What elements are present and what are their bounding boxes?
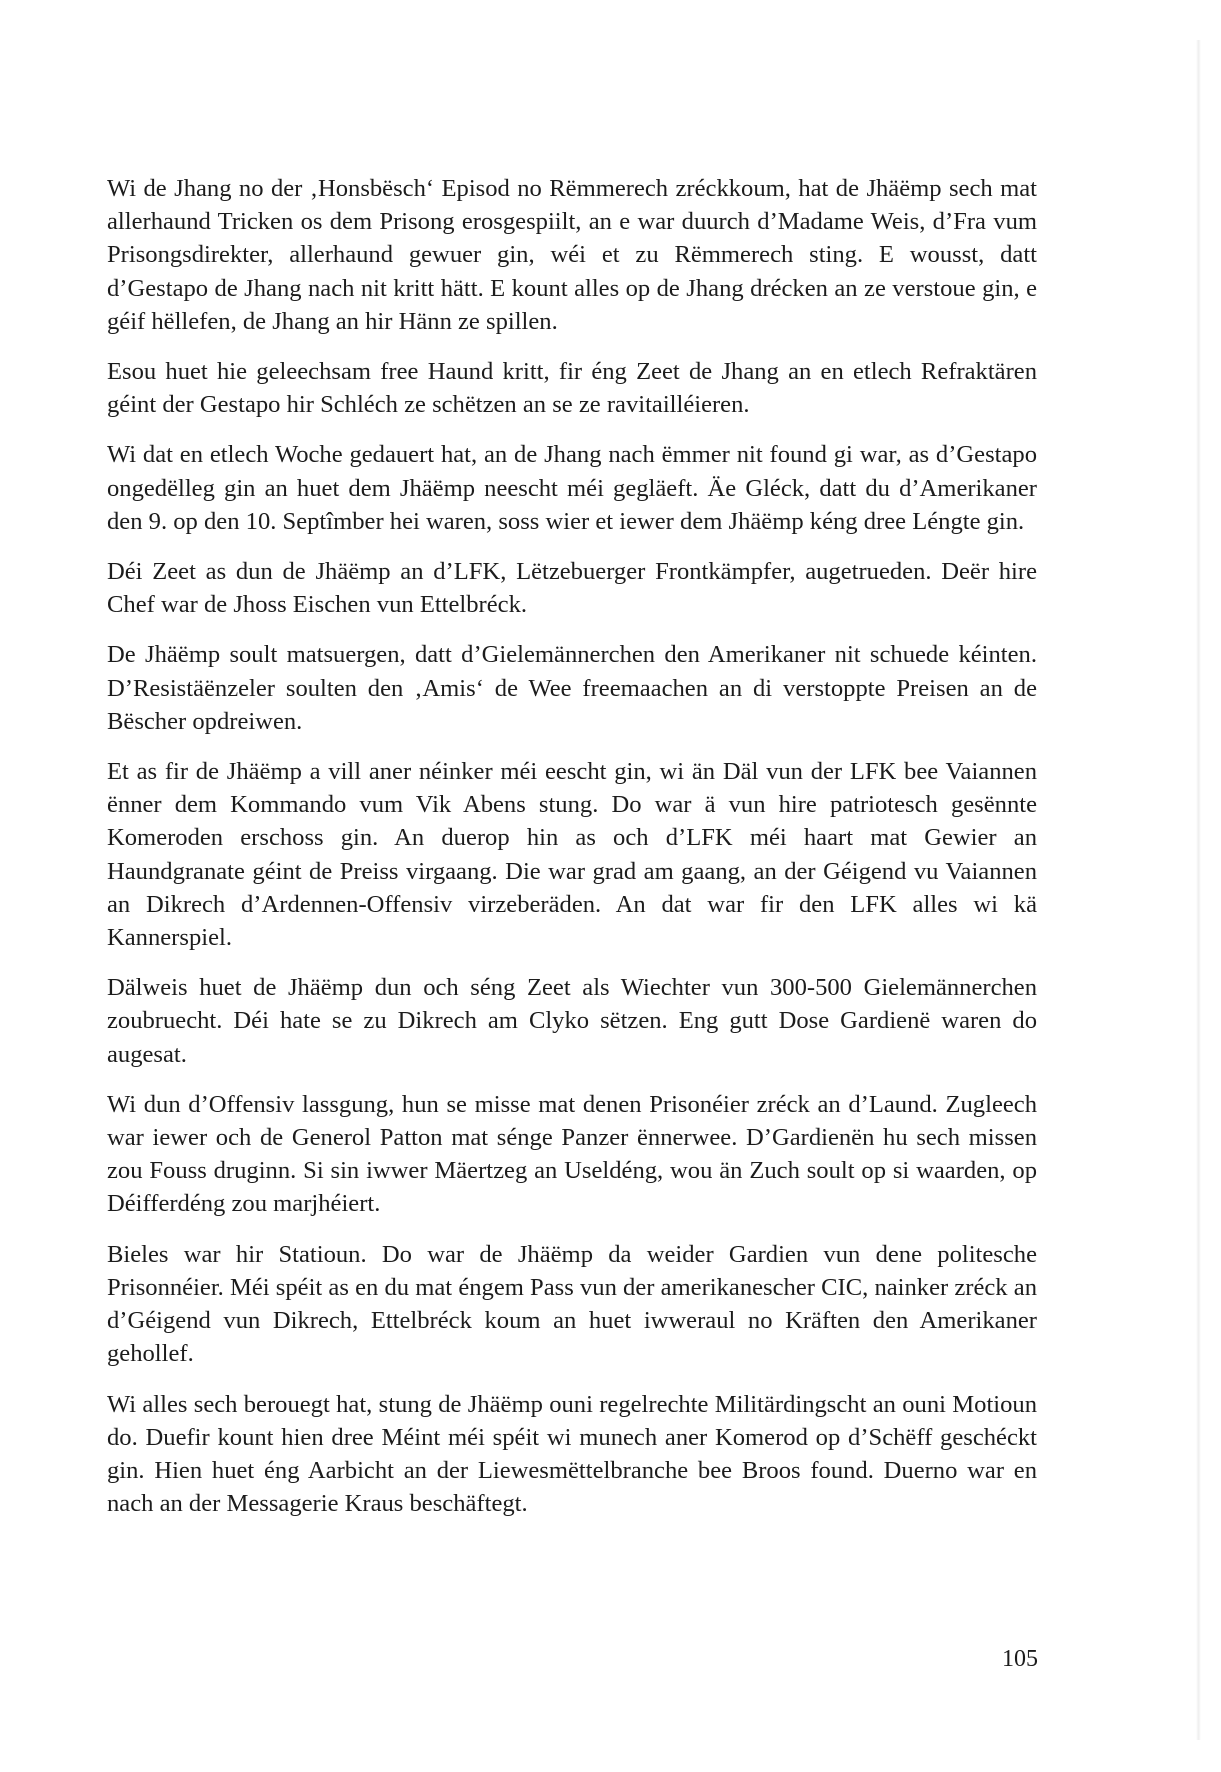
paragraph: Bieles war hir Statioun. Do war de Jhäëmp da weider Gardien vun dene politesche Prisonnéier. Méi spéit as en du mat éngem Pass vun der amerikanescher CIC, nainker zréck an d’Géigend vun Dikrech, Ettelbréck koum an huet iwweraul no Kräften den Amerikaner gehollef. <box>107 1240 1037 1368</box>
paragraph: Wi alles sech berouegt hat, stung de Jhäëmp ouni regelrechte Militärdingscht an ouni Motioun do. Duefir kount hien dree Méint méi spéit wi munech aner Komerod op d’Schëff geschéckt gin. Hien huet éng Aarbicht an der Liewesmëttelbranche bee Broos found. Duerno war en nach an der Messagerie Kraus beschäftegt. <box>107 1390 1037 1518</box>
paragraph: Wi dun d’Offensiv lassgung, hun se misse mat denen Prisonéier zréck an d’Laund. Zugleech war iewer och de Generol Patton mat sénge Panzer ënnerwee. D’Gardienën hu sech missen zou Fouss druginn. Si sin iwwer Mäertzeg an Useldéng, wou än Zuch soult op si waarden, op Déifferdéng zou marjhéiert. <box>107 1090 1037 1218</box>
paragraph: Dälweis huet de Jhäëmp dun och séng Zeet als Wiechter vun 300-500 Gielemännerchen zoubruecht. Déi hate se zu Dikrech am Clyko sëtzen. Eng gutt Dose Gardienë waren do augesat. <box>107 974 1037 1068</box>
page-number: 105 <box>1002 1646 1038 1672</box>
paragraph: Wi dat en etlech Woche gedauert hat, an de Jhang nach ëmmer nit found gi war, as d’Gestapo ongedëlleg gin an huet dem Jhäëmp neescht méi gegläeft. Äe Gléck, datt du d’Amerikaner den 9. op den 10. Septîmber hei waren, soss wier et iewer dem Jhäëmp kéng dree Léngte gin. <box>107 441 1037 535</box>
paragraph: Esou huet hie geleechsam free Haund kritt, fir éng Zeet de Jhang an en etlech Refraktären géint der Gestapo hir Schléch ze schëtzen an se ze ravitailléieren. <box>107 358 1037 419</box>
page-edge-shadow <box>1196 40 1201 1740</box>
paragraph: Et as fir de Jhäëmp a vill aner néinker méi eescht gin, wi än Däl vun der LFK bee Vaiannen ënner dem Kommando vum Vik Abens stung. Do war ä vun hire patriotesch gesënnte Komeroden erschoss gin. An duerop hin as och d’LFK méi haart mat Gewier an Haundgranate géint de Preiss virgaang. Die war grad am gaang, an der Géigend vu Vaiannen an Dikrech d’Ardennen-Offensiv virzeberäden. An dat war fir den LFK alles wi kä Kannerspiel. <box>107 758 1037 952</box>
body-text <box>107 172 1037 1537</box>
paragraph: De Jhäëmp soult matsuergen, datt d’Gielemännerchen den Amerikaner nit schuede kéinten. D’Resistäënzeler soulten den ‚Amis‘ de Wee freemaachen an di verstoppte Preisen an de Bëscher opdreiwen. <box>107 641 1037 735</box>
paragraph: Wi de Jhang no der ‚Honsbësch‘ Episod no Rëmmerech zréckkoum, hat de Jhäëmp sech mat allerhaund Tricken os dem Prisong erosgespiilt, an e war duurch d’Madame Weis, d’Fra vum Prisongsdirekter, allerhaund gewuer gin, wéi et zu Rëmmerech sting. E wousst, datt d’Gestapo de Jhang nach nit kritt hätt. E kount alles op de Jhang drécken an ze verstoue gin, e géif hëllefen, de Jhang an hir Hänn ze spillen. <box>107 175 1037 335</box>
paragraph: Déi Zeet as dun de Jhäëmp an d’LFK, Lëtzebuerger Frontkämpfer, augetrueden. Deër hire Chef war de Jhoss Eischen vun Ettelbréck. <box>107 558 1037 619</box>
